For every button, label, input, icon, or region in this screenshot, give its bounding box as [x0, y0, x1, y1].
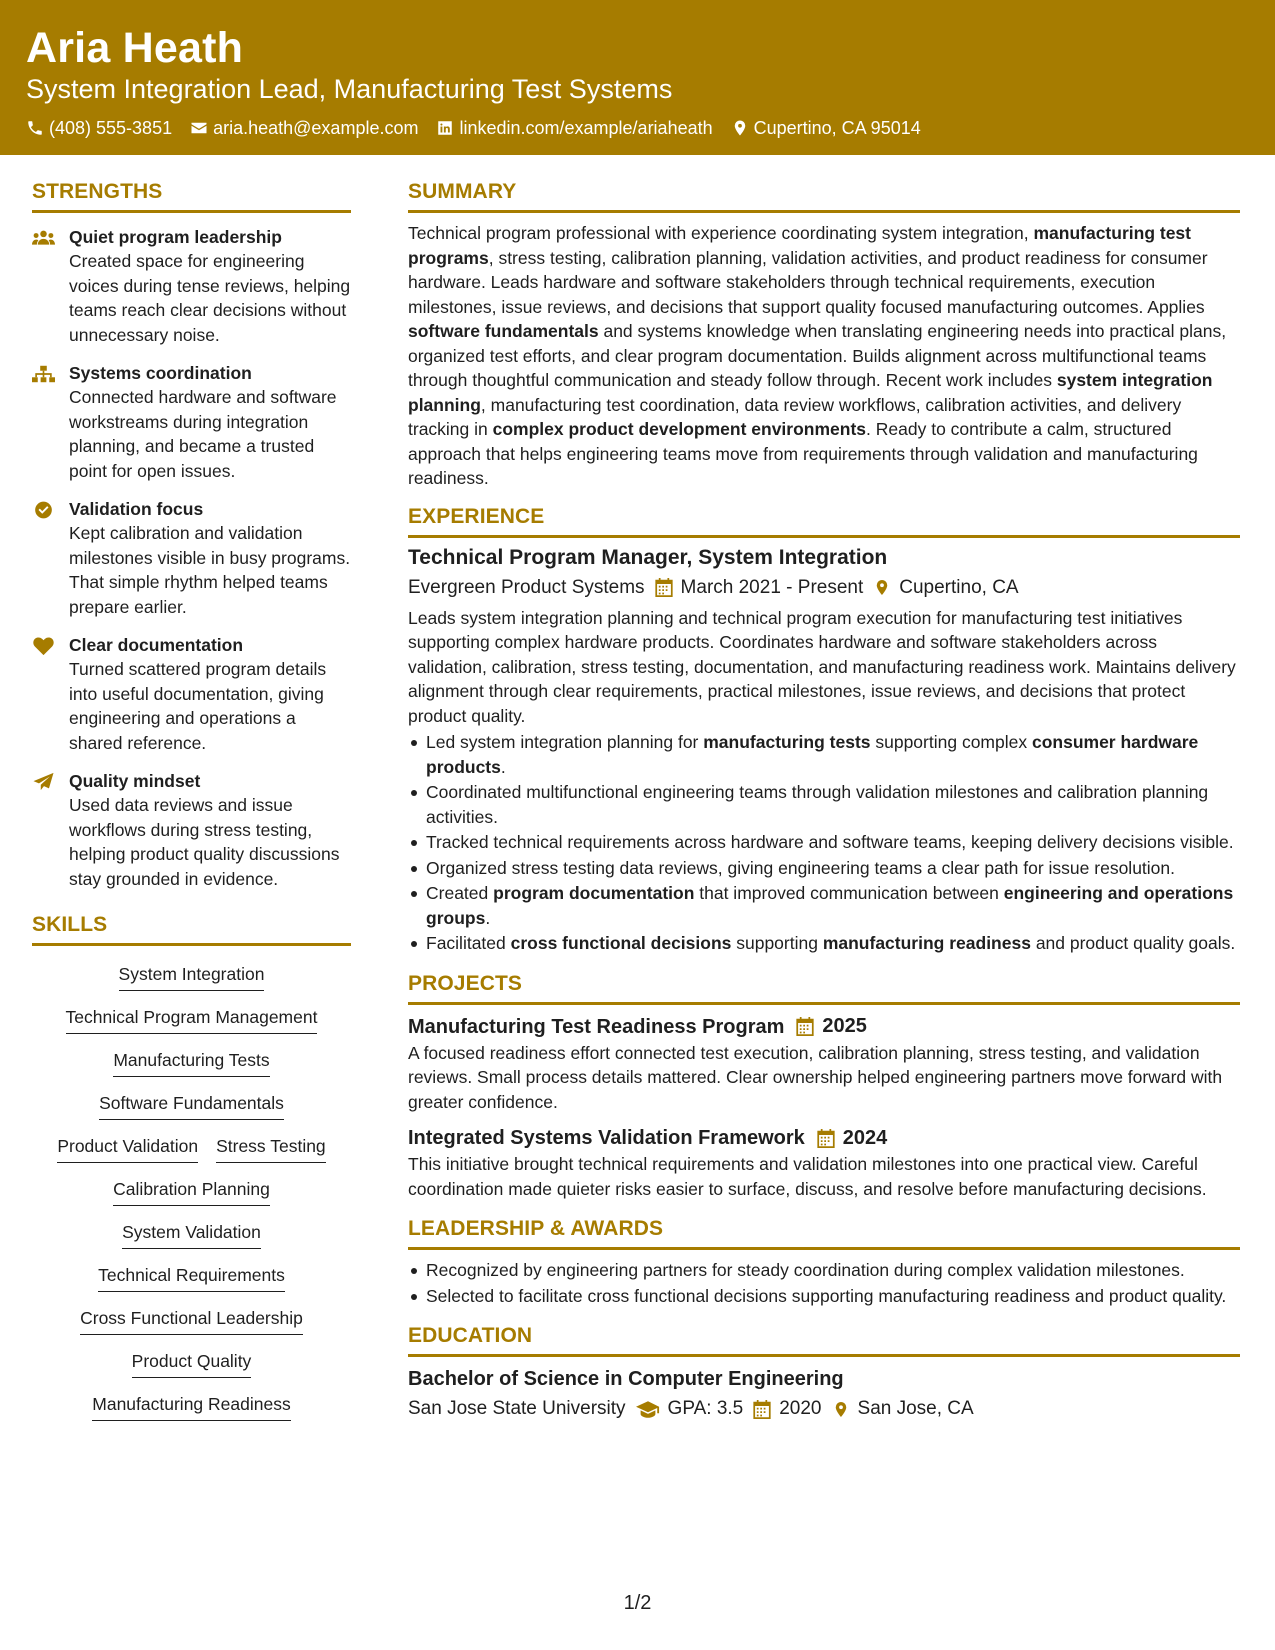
- strength-item: [32, 225, 351, 347]
- text-run: , manufacturing test coordination, data review workflows, calibration activities, and delivery tracking in: [408, 394, 1182, 439]
- contact-bar: [26, 116, 1249, 140]
- summary-text: [408, 221, 1240, 491]
- strength-desc: Turned scattered program details into useful documentation, giving engineering and operations a shared reference.: [69, 659, 327, 753]
- skill-tag: Manufacturing Readiness: [92, 1392, 290, 1421]
- graduation-year: 2020: [779, 1398, 822, 1419]
- project-name: Manufacturing Test Readiness Program: [408, 1015, 785, 1038]
- text-run: that improved communication between: [694, 883, 1004, 903]
- sitemap-icon: [32, 364, 55, 384]
- contact-phone[interactable]: [26, 116, 172, 140]
- job-dates: March 2021 - Present: [680, 576, 864, 598]
- contact-location: [731, 116, 921, 140]
- contact-email[interactable]: [190, 116, 418, 140]
- gpa-text: GPA: 3.5: [667, 1398, 744, 1419]
- skill-tag: Software Fundamentals: [99, 1091, 284, 1120]
- project-year: 2025: [822, 1015, 867, 1037]
- project-header: [408, 1013, 1240, 1041]
- bold-phrase: program documentation: [493, 883, 695, 903]
- contact-linkedin[interactable]: [436, 116, 712, 140]
- skill-tag: Technical Requirements: [98, 1263, 285, 1292]
- skill-tag: Technical Program Management: [66, 1005, 318, 1034]
- skill-tag: Manufacturing Tests: [113, 1048, 269, 1077]
- bold-phrase: system integration planning: [408, 370, 1213, 415]
- skills-heading: SKILLS: [32, 911, 351, 946]
- school-location: San Jose, CA: [857, 1398, 974, 1419]
- page-number: 1/2: [623, 1592, 652, 1614]
- list-item: Recognized by engineering partners for steady coordination during complex validation milestones.: [408, 1258, 1240, 1283]
- skill-tag: Stress Testing: [216, 1134, 326, 1163]
- skill-tag: Cross Functional Leadership: [80, 1306, 303, 1335]
- skill-tag: Product Quality: [132, 1349, 252, 1378]
- bold-phrase: software fundamentals: [408, 321, 599, 341]
- bold-phrase: cross functional decisions: [510, 933, 732, 953]
- text-run: supporting complex: [870, 732, 1032, 752]
- strengths-list: [32, 225, 351, 891]
- job-description: Leads system integration planning and technical program execution for manufacturing test initiatives supporting complex hardware products. Coordinates hardware and software stakeholders across validation, calibration, stress testing, documentation, and manufacturing readiness work. Maintains delivery alignment through clear requirements, practical milestones, issue reviews, and decisions that protect product quality.: [408, 607, 1236, 726]
- right-column: [408, 178, 1240, 1427]
- strength-item: [32, 769, 351, 891]
- users-icon: [32, 228, 55, 248]
- strength-desc: Created space for engineering voices during tense reviews, helping teams reach clear decisions without unnecessary noise.: [69, 251, 351, 345]
- bold-phrase: engineering and operations groups: [426, 883, 1234, 928]
- envelope-icon: [190, 119, 208, 137]
- skills-list: [32, 946, 351, 1421]
- project-description: This initiative brought technical requirements and validation milestones into one practical view. Careful coordination made quieter risks easier to surface, discuss, and resolve before manufacturing decisions.: [408, 1154, 1207, 1199]
- calendar-icon: [655, 578, 673, 597]
- list-item: [408, 881, 1240, 930]
- list-item: [408, 830, 1240, 855]
- strength-title: Clear documentation: [69, 635, 244, 655]
- list-item: [408, 856, 1240, 881]
- text-run: . Ready to contribute a calm, structured approach that helps engineering teams move from requirements through validation and manufacturing readiness.: [408, 419, 1198, 488]
- skill-tag: System Validation: [122, 1220, 261, 1249]
- strength-title: Quality mindset: [69, 771, 201, 791]
- company-name: Evergreen Product Systems: [408, 576, 645, 598]
- project-name: Integrated Systems Validation Framework: [408, 1127, 805, 1149]
- leadership-heading: LEADERSHIP & AWARDS: [408, 1215, 1240, 1250]
- bold-phrase: manufacturing readiness: [822, 933, 1031, 953]
- list-item: Selected to facilitate cross functional decisions supporting manufacturing readiness and product quality.: [408, 1284, 1240, 1309]
- text-run: Technical program professional with experience coordinating system integration,: [408, 223, 1034, 243]
- linkedin-text: linkedin.com/example/ariaheath: [459, 118, 713, 138]
- strength-desc: Used data reviews and issue workflows during stress testing, helping product quality discussions stay grounded in evidence.: [69, 795, 340, 889]
- job-meta: [408, 574, 1240, 602]
- text-run: , stress testing, calibration planning, validation activities, and product readiness for consumer hardware. Leads hardware and software stakeholders through technical requirements, execution milestones, issue reviews, and decisions that support quality focused manufacturing outcomes. Applies: [408, 247, 1208, 317]
- job-title: Technical Program Manager, System Integration: [408, 545, 888, 569]
- job-location: Cupertino, CA: [899, 576, 1019, 598]
- strength-desc: Connected hardware and software workstreams during integration planning, and became a trusted point for open issues.: [69, 387, 337, 481]
- strength-item: [32, 633, 351, 755]
- text-run: Facilitated: [426, 933, 511, 953]
- phone-icon: [26, 119, 44, 137]
- bold-phrase: consumer hardware products: [426, 732, 1199, 777]
- candidate-name: Aria Heath: [26, 24, 244, 72]
- text-run: and systems knowledge when translating engineering needs into practical plans, organized test efforts, and clear program documentation. Builds alignment across multifunctional teams through thoughtful communication and steady follow through. Recent work includes: [408, 321, 1227, 390]
- text-run: .: [500, 756, 506, 777]
- check-circle-icon: [32, 500, 55, 520]
- text-run: .: [485, 907, 491, 928]
- candidate-title: System Integration Lead, Manufacturing Test Systems: [26, 74, 673, 104]
- heart-icon: [32, 636, 55, 656]
- graduation-cap-icon: [636, 1400, 660, 1419]
- resume-header: [0, 0, 1275, 155]
- phone-text: (408) 555-3851: [49, 118, 173, 138]
- list-item: [408, 931, 1240, 956]
- paper-plane-icon: [32, 772, 55, 792]
- strength-desc: Kept calibration and validation milestones visible in busy programs. That simple rhythm helped teams prepare earlier.: [69, 523, 351, 617]
- email-text: aria.heath@example.com: [213, 118, 419, 138]
- calendar-icon: [796, 1017, 814, 1036]
- text-run: Organized stress testing data reviews, giving engineering teams a clear path for issue resolution.: [426, 857, 1176, 878]
- summary-heading: SUMMARY: [408, 178, 1240, 213]
- bold-phrase: manufacturing test programs: [408, 223, 1191, 268]
- text-run: supporting: [731, 933, 823, 953]
- map-pin-icon: [873, 578, 891, 597]
- project-header: [408, 1124, 1240, 1152]
- text-run: and product quality goals.: [1030, 933, 1236, 953]
- bold-phrase: manufacturing tests: [703, 732, 871, 752]
- list-item: [408, 730, 1240, 779]
- skill-tag: System Integration: [119, 962, 265, 991]
- project-description: A focused readiness effort connected test execution, calibration planning, stress testing, and validation reviews. Small process details mattered. Clear ownership helped engineering partners move forward with greater confidence.: [408, 1042, 1223, 1112]
- bold-phrase: complex product development environments: [492, 419, 867, 439]
- linkedin-icon: [436, 119, 454, 137]
- strength-title: Quiet program leadership: [69, 227, 282, 247]
- map-pin-icon: [731, 119, 749, 137]
- school-name: San Jose State University: [408, 1398, 626, 1419]
- experience-heading: EXPERIENCE: [408, 503, 1240, 538]
- text-run: Tracked technical requirements across hardware and software teams, keeping delivery decisions visible.: [426, 832, 1234, 852]
- text-run: Created: [426, 883, 494, 903]
- job-bullets: [408, 730, 1240, 956]
- project-year: 2024: [842, 1126, 888, 1149]
- strength-item: [32, 497, 351, 619]
- calendar-icon: [753, 1400, 771, 1419]
- list-item: [408, 780, 1240, 829]
- education-heading: EDUCATION: [408, 1322, 1240, 1357]
- degree-title: Bachelor of Science in Computer Engineering: [408, 1368, 844, 1390]
- strength-title: Systems coordination: [69, 363, 252, 383]
- projects-heading: PROJECTS: [408, 970, 1240, 1005]
- calendar-icon: [817, 1129, 835, 1148]
- strength-title: Validation focus: [69, 499, 204, 519]
- left-column: [32, 178, 351, 1421]
- skill-tag: Calibration Planning: [113, 1177, 270, 1206]
- strengths-heading: STRENGTHS: [32, 178, 351, 213]
- location-text: Cupertino, CA 95014: [753, 118, 921, 138]
- text-run: Coordinated multifunctional engineering teams through validation milestones and calibration planning activities.: [426, 782, 1209, 827]
- map-pin-icon: [832, 1400, 850, 1419]
- leadership-list: [408, 1258, 1240, 1308]
- skill-tag: Product Validation: [57, 1134, 198, 1163]
- strength-item: [32, 361, 351, 483]
- education-meta: [408, 1395, 1240, 1423]
- text-run: Led system integration planning for: [426, 732, 704, 752]
